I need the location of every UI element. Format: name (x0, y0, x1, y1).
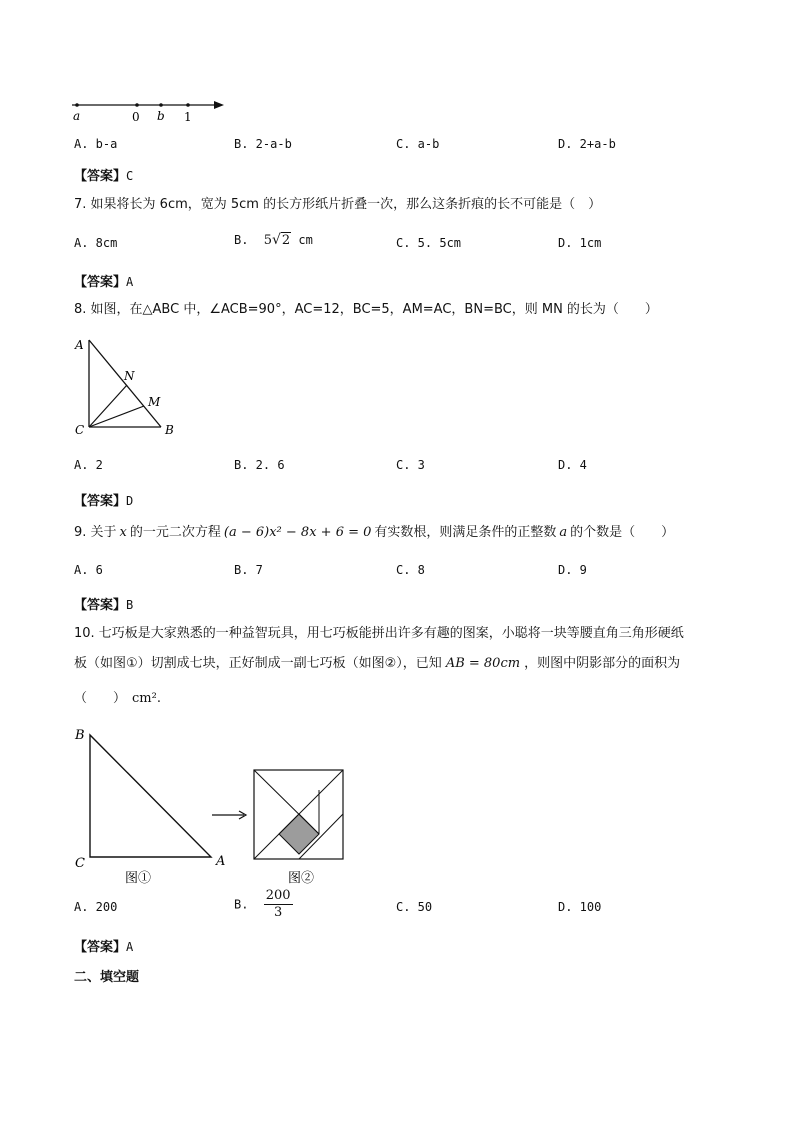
q10-option-d: D. 100 (558, 900, 602, 914)
label-0: 0 (132, 110, 140, 124)
q10-figure-2 (250, 766, 350, 891)
answer-tag: 【答案】 (74, 275, 127, 290)
shaded-square (279, 814, 319, 854)
q10-option-a: A. 200 (74, 900, 118, 914)
q8-option-d: D. 4 (558, 458, 587, 472)
q8-option-c: C. 3 (396, 458, 425, 472)
q9-answer (74, 594, 133, 613)
label-A: A (75, 338, 84, 352)
q8-option-a: A. 2 (74, 458, 103, 472)
q6-option-b: B. 2-a-b (234, 137, 292, 151)
q10-option-b: B. $\frac{200}{3}$ (234, 888, 291, 920)
number-line-figure (66, 92, 236, 126)
label-N: N (124, 369, 135, 383)
q9-option-a: A. 6 (74, 563, 103, 577)
q7-option-a: A. 8cm (74, 236, 118, 250)
q10-line3: （ ） cm². (74, 691, 161, 706)
label-b: b (157, 109, 165, 123)
q9-stem: 9. 关于 x 的一元二次方程 (a − 6)x² − 8x + 6 = 0 有实数根，则满足条件的正整数 a 的个数是（ ） (74, 525, 675, 540)
q9-option-d: D. 9 (558, 563, 587, 577)
section-title-fill-in: 二、填空题 (74, 970, 140, 985)
label-C: C (75, 856, 85, 871)
q10-figure-1 (70, 722, 240, 887)
fig2-caption: 图② (288, 871, 315, 886)
number-line-arrow (214, 101, 224, 109)
answer-letter: C (126, 169, 134, 183)
q9-option-c: C. 8 (396, 563, 425, 577)
q10-option-c: C. 50 (396, 900, 433, 914)
q6-option-d: D. 2+a-b (558, 137, 616, 151)
q10-answer (74, 936, 133, 955)
answer-letter: A (126, 940, 134, 954)
label-B: B (165, 423, 174, 437)
answer-tag: 【答案】 (74, 169, 127, 184)
q8-option-b: B. 2. 6 (234, 458, 285, 472)
point-0 (135, 103, 139, 107)
q7-answer (74, 271, 133, 290)
transform-arrow (210, 808, 252, 822)
q7-stem: 7. 如果将长为 6cm，宽为 5cm 的长方形纸片折叠一次，那么这条折痕的长不可能是（ ） (74, 197, 602, 212)
answer-letter: D (126, 494, 134, 508)
answer-tag: 【答案】 (74, 940, 127, 955)
fig1-caption: 图① (125, 871, 152, 886)
point-a (75, 103, 79, 107)
q7-option-c: C. 5. 5cm (396, 236, 462, 250)
point-1 (186, 103, 190, 107)
q8-answer (74, 490, 133, 509)
q8-triangle-figure (70, 334, 185, 440)
q6-option-a: A. b-a (74, 137, 118, 151)
answer-letter: B (126, 598, 134, 612)
answer-tag: 【答案】 (74, 598, 127, 613)
answer-letter: A (126, 275, 134, 289)
q7-option-b: B. 5√2 cm (234, 232, 313, 248)
segment-CN (89, 385, 127, 427)
side-AB (89, 340, 161, 427)
q8-stem: 8. 如图，在△ABC 中，∠ACB=90°，AC=12，BC=5，AM=AC，BN=BC，则 MN 的长为（ ） (74, 302, 658, 317)
label-M: M (148, 395, 161, 409)
right-triangle-ABC (90, 735, 211, 857)
q9-option-b: B. 7 (234, 563, 263, 577)
q10-line1: 10. 七巧板是大家熟悉的一种益智玩具，用七巧板能拼出许多有趣的图案，小聪将一块等腰直角三角形硬纸 (74, 626, 684, 641)
point-b (159, 103, 163, 107)
q10-line2: 板（如图①）切割成七块，正好制成一副七巧板（如图②），已知 AB = 80cm ，则图中阴影部分的面积为 (74, 656, 681, 671)
segment-CM (89, 406, 144, 427)
label-B: B (75, 728, 85, 743)
label-A: A (216, 854, 226, 869)
answer-tag: 【答案】 (74, 494, 127, 509)
label-1: 1 (184, 110, 192, 124)
q7-option-d: D. 1cm (558, 236, 602, 250)
q6-answer (74, 165, 133, 184)
q6-option-c: C. a-b (396, 137, 440, 151)
label-C: C (75, 423, 85, 437)
label-a: a (73, 109, 81, 123)
